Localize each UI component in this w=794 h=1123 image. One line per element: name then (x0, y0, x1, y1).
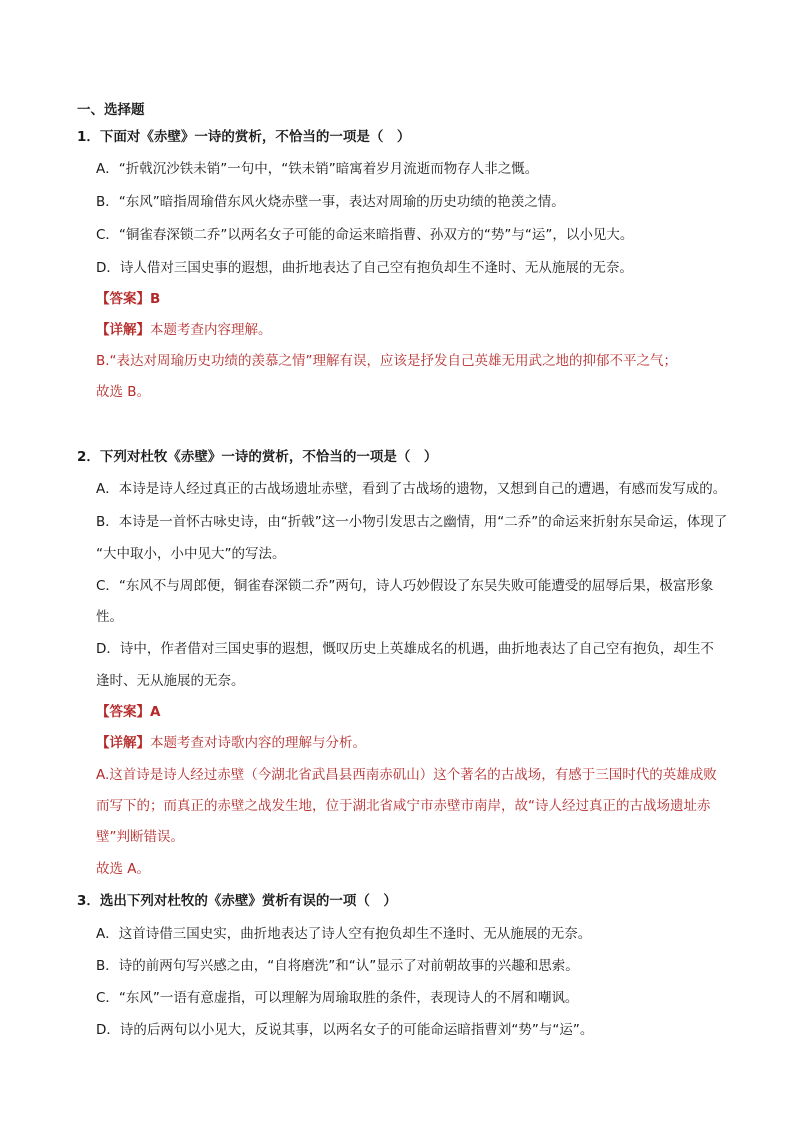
choose-value: A (127, 861, 137, 877)
question-1-option-b: B．“东风”暗指周瑜借东风火烧赤壁一事，表达对周瑜的历史功绩的艳羡之情。 (96, 194, 565, 210)
question-1-choose (96, 383, 150, 401)
question-1-option-d: D．诗人借对三国史事的遐想，曲折地表达了自己空有抱负却生不逢时、无从施展的无奈。 (96, 260, 633, 276)
answer-label: 【答案】 (96, 704, 150, 720)
choose-value: B (127, 384, 137, 400)
question-2-option-c-line-2: 性。 (96, 609, 123, 625)
section-title: 一、选择题 (77, 102, 145, 118)
question-3-option-a: A．这首诗借三国史实，曲折地表达了诗人空有抱负却生不逢时、无从施展的无奈。 (96, 926, 592, 942)
question-1-option-c: C．“铜雀春深锁二乔”以两名女子可能的命运来暗指曹、孙双方的“势”与“运”，以小见大。 (96, 227, 634, 243)
question-1-answer (96, 290, 160, 308)
choose-suffix: 。 (136, 861, 151, 877)
question-2-stem: 2．下列对杜牧《赤壁》一诗的赏析，不恰当的一项是（ ） (77, 449, 438, 465)
question-2-option-b-line-2: “大中取小，小中见大”的写法。 (96, 546, 286, 562)
question-3-stem: 3．选出下列对杜牧的《赤壁》赏析有误的一项（ ） (77, 893, 397, 909)
question-1-explanation: B.“表达对周瑜历史功绩的羡慕之情”理解有误，应该是抒发自己英雄无用武之地的抑郁不平之气； (96, 353, 678, 369)
choose-prefix: 故选 (96, 384, 128, 400)
answer-label: 【答案】 (96, 291, 150, 307)
choose-suffix: 。 (136, 384, 151, 400)
question-2-explanation-line-3: 壁”判断错误。 (96, 829, 184, 845)
question-2-option-a: A．本诗是诗人经过真正的古战场遗址赤壁，看到了古战场的遗物，又想到自己的遭遇，有感而发写成的。 (96, 481, 727, 497)
question-2-choose (96, 860, 150, 878)
question-2-option-d-line-2: 逢时、无从施展的无奈。 (96, 673, 245, 689)
question-1-option-a: A．“折戟沉沙铁未销”一句中，“铁未销”暗寓着岁月流逝而物存人非之慨。 (96, 161, 539, 177)
question-2-option-c-line-1: C．“东风不与周郎便，铜雀春深锁二乔”两句，诗人巧妙假设了东吴失败可能遭受的屈辱后果，极富形象 (96, 578, 714, 594)
question-1-detail (96, 321, 272, 339)
answer-value: A (150, 704, 161, 720)
detail-text: 本题考查内容理解。 (150, 322, 272, 338)
detail-label: 【详解】 (96, 322, 150, 338)
question-3-option-d: D．诗的后两句以小见大，反说其事，以两名女子的可能命运暗指曹刘“势”与“运”。 (96, 1022, 594, 1038)
choose-prefix: 故选 (96, 861, 128, 877)
question-2-detail (96, 734, 366, 752)
question-3-option-c: C．“东风”一语有意虚指，可以理解为周瑜取胜的条件，表现诗人的不屑和嘲讽。 (96, 990, 579, 1006)
question-3-option-b: B．诗的前两句写兴感之由，“自将磨洗”和“认”显示了对前朝故事的兴趣和思索。 (96, 958, 579, 974)
question-2-option-d-line-1: D．诗中，作者借对三国史事的遐想，慨叹历史上英雄成名的机遇，曲折地表达了自己空有抱负，却生不 (96, 641, 714, 657)
question-2-option-b-line-1: B．本诗是一首怀古咏史诗，由“折戟”这一小物引发思古之幽情，用“二乔”的命运来折射东吴命运，体现了 (96, 514, 728, 530)
detail-label: 【详解】 (96, 735, 150, 751)
question-2-explanation-line-2: 而写下的；而真正的赤壁之战发生地，位于湖北省咸宁市赤壁市南岸，故“诗人经过真正的古战场遗址赤 (96, 798, 711, 814)
question-1-stem: 1．下面对《赤壁》一诗的赏析，不恰当的一项是（ ） (77, 129, 411, 145)
answer-value: B (150, 291, 161, 307)
question-2-answer (96, 703, 160, 721)
question-2-explanation-line-1: A.这首诗是诗人经过赤壁（今湖北省武昌县西南赤矶山）这个著名的古战场，有感于三国时代的英雄成败 (96, 767, 717, 783)
detail-text: 本题考查对诗歌内容的理解与分析。 (150, 735, 366, 751)
